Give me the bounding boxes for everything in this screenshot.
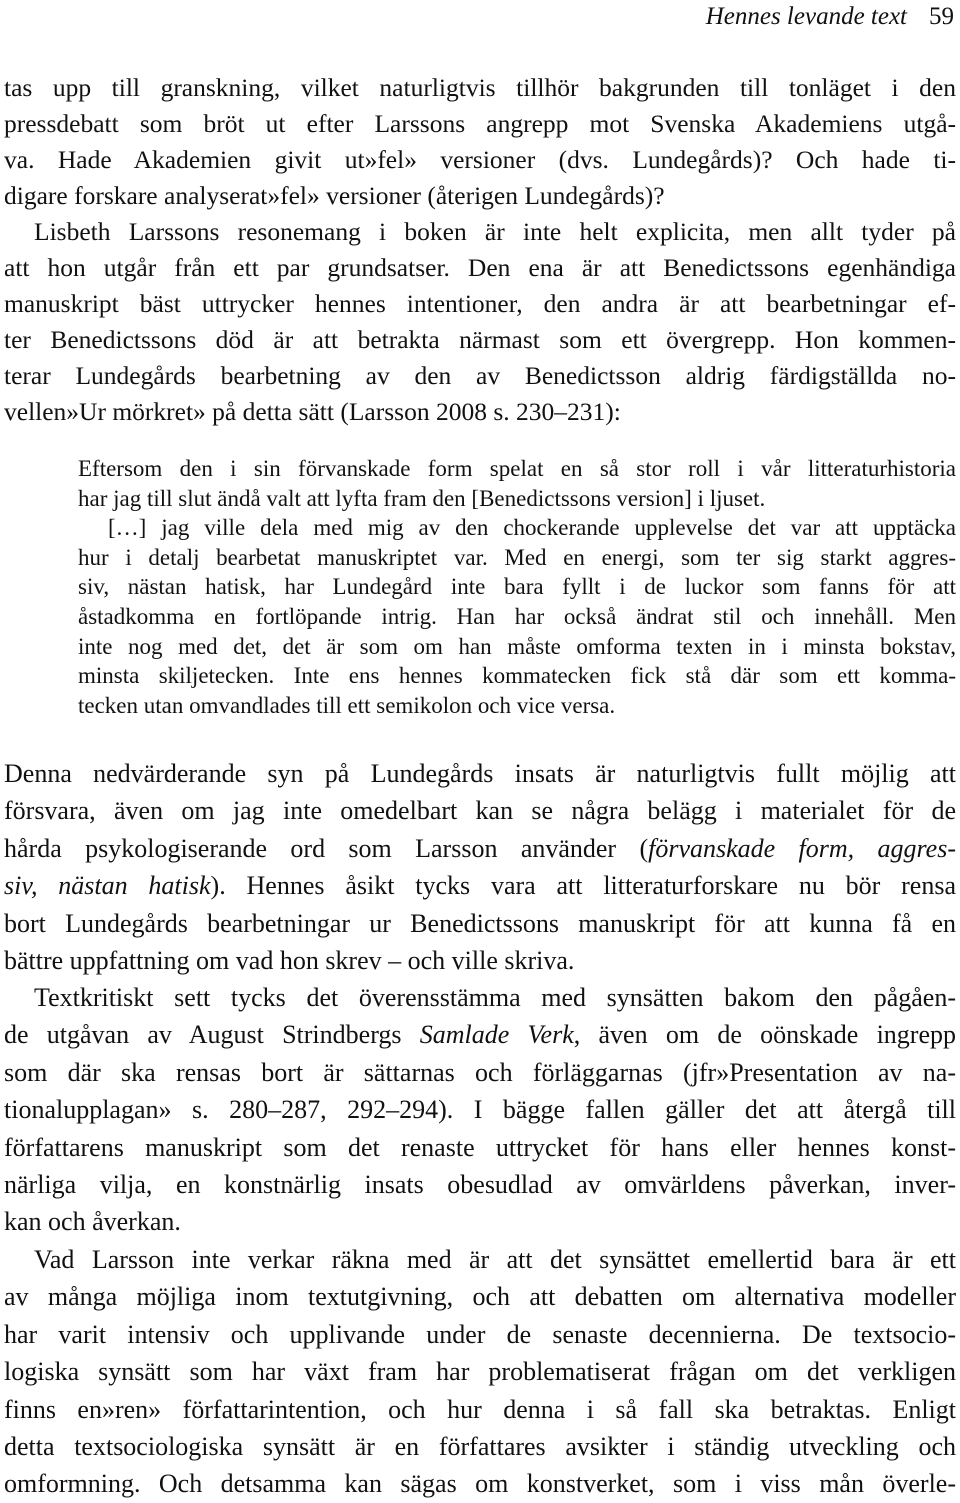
text-line: tas upp till granskning, vilket naturligtvis tillhör bakgrunden till tonläget i den [4, 73, 956, 102]
text-line: har varit intensiv och upplivande under de senaste decennierna. De textsocio- [4, 1319, 956, 1349]
text-line: pressdebatt som bröt ut efter Larssons angrepp mot Svenska Akademiens utgå- [4, 109, 956, 138]
running-header [706, 0, 954, 34]
text-line: författarens manuskript som det renaste uttrycket för hans eller hennes konst- [4, 1132, 956, 1162]
text-line: ter Benedictssons död är att betrakta närmast som ett övergrepp. Hon kommen- [4, 325, 956, 354]
italic-quote: förvanskade form, aggres- [648, 833, 956, 863]
paragraph-3 [4, 755, 956, 979]
text-line: terar Lundegårds bearbetning av den av Benedictsson aldrig färdigställda no- [4, 361, 956, 390]
quote-line: har jag till slut ändå valt att lyfta fram den [Benedictssons version] i ljuset. [78, 485, 766, 511]
quote-line: minsta skiljetecken. Inte ens hennes kommatecken fick stå där som ett komma- [78, 663, 956, 689]
paragraph-4 [4, 979, 956, 1241]
quote-line: åstadkomma en fortlöpande intrig. Han har också ändrat stil och innehåll. Men [78, 603, 956, 629]
text-line: bättre uppfattning om vad hon skrev – och ville skriva. [4, 945, 575, 975]
quote-line: inte nog med det, det är som om han måste omforma texten in i minsta bokstav, [78, 633, 956, 659]
text-line: digare forskare analyserat»fel» versioner (återigen Lundegårds)? [4, 181, 665, 210]
text-line: närliga vilja, en konstnärlig insats obesudlad av omvärldens påverkan, inver- [4, 1169, 956, 1199]
paragraph-1 [4, 70, 956, 214]
text-line: detta textsociologiska synsätt är en författares avsikter i ständig utveckling och [4, 1431, 956, 1461]
text-line: Lisbeth Larssons resonemang i boken är inte helt explicita, men allt tyder på [34, 217, 956, 246]
text-line: Textkritiskt sett tycks det överensstämma med synsätten bakom den pågåen- [34, 983, 956, 1012]
text-line: som där ska rensas bort är sättarnas och förläggarnas (jfr»Presentation av na- [4, 1057, 956, 1087]
paragraph-2 [4, 214, 956, 430]
text-line: Vad Larsson inte verkar räkna med är att det synsättet emellertid bara är ett [34, 1245, 956, 1274]
text-line: finns en»ren» författarintention, och hur denna i så fall ska betraktas. Enligt [4, 1394, 956, 1424]
text-line [4, 830, 956, 867]
paragraph-5 [4, 1241, 956, 1503]
block-quote [78, 454, 956, 720]
italic-title: Samlade Verk [419, 1020, 574, 1050]
text-line: manuskript bäst uttrycker hennes intentioner, den andra är att bearbetningar ef- [4, 289, 956, 318]
running-title: Hennes levande text [705, 3, 907, 30]
text-line [4, 867, 956, 904]
quote-line: tecken utan omvandlades till ett semikolon och vice versa. [78, 692, 616, 718]
text-line: omformning. Och detsamma kan sägas om konstverket, som i viss mån överle- [4, 1469, 956, 1499]
quote-line: siv, nästan hatisk, har Lundegård inte bara fyllt i de luckor som fanns för att [78, 574, 956, 600]
italic-quote: siv, nästan hatisk [4, 871, 211, 901]
quote-line: […] jag ville dela med mig av den chockerande upplevelse det var att upptäcka [108, 515, 956, 541]
text-line [4, 1016, 956, 1053]
text-run: , även om de oönskade ingrepp [573, 1020, 957, 1050]
text-run: ). Hennes åsikt tycks vara att litteraturforskare nu bör rensa [210, 871, 956, 901]
text-line: kan och åverkan. [4, 1207, 181, 1237]
text-line: vellen»Ur mörkret» på detta sätt (Larsson 2008 s. 230–231): [4, 397, 621, 426]
text-line: bort Lundegårds bearbetningar ur Benedictssons manuskript för att kunna få en [4, 908, 956, 938]
text-run: de utgåvan av August Strindbergs [4, 1020, 420, 1050]
text-line: att hon utgår från ett par grundsatser. Den ena är att Benedictssons egenhändiga [4, 253, 956, 282]
text-line: tionalupplagan» s. 280–287, 292–294). I bägge fallen gäller det att återgå till [4, 1095, 956, 1125]
quote-line: hur i detalj bearbetat manuskriptet var. Med en energi, som ter sig starkt aggres- [78, 544, 956, 570]
text-line: Denna nedvärderande syn på Lundegårds insats är naturligtvis fullt möjlig att [4, 759, 956, 788]
text-line: logiska synsätt som har växt fram har problematiserat frågan om det verkligen [4, 1357, 956, 1387]
text-run: hårda psykologiserande ord som Larsson använder ( [4, 833, 649, 863]
text-line: va. Hade Akademien givit ut»fel» versioner (dvs. Lundegårds)? Och hade ti- [4, 145, 956, 174]
text-line: av många möjliga inom textutgivning, och att debatten om alternativa modeller [4, 1282, 956, 1312]
page-number: 59 [929, 3, 954, 30]
text-line: försvara, även om jag inte omedelbart kan se några belägg i materialet för de [4, 796, 956, 826]
quote-line: Eftersom den i sin förvanskade form spelat en så stor roll i vår litteraturhistoria [78, 456, 956, 481]
